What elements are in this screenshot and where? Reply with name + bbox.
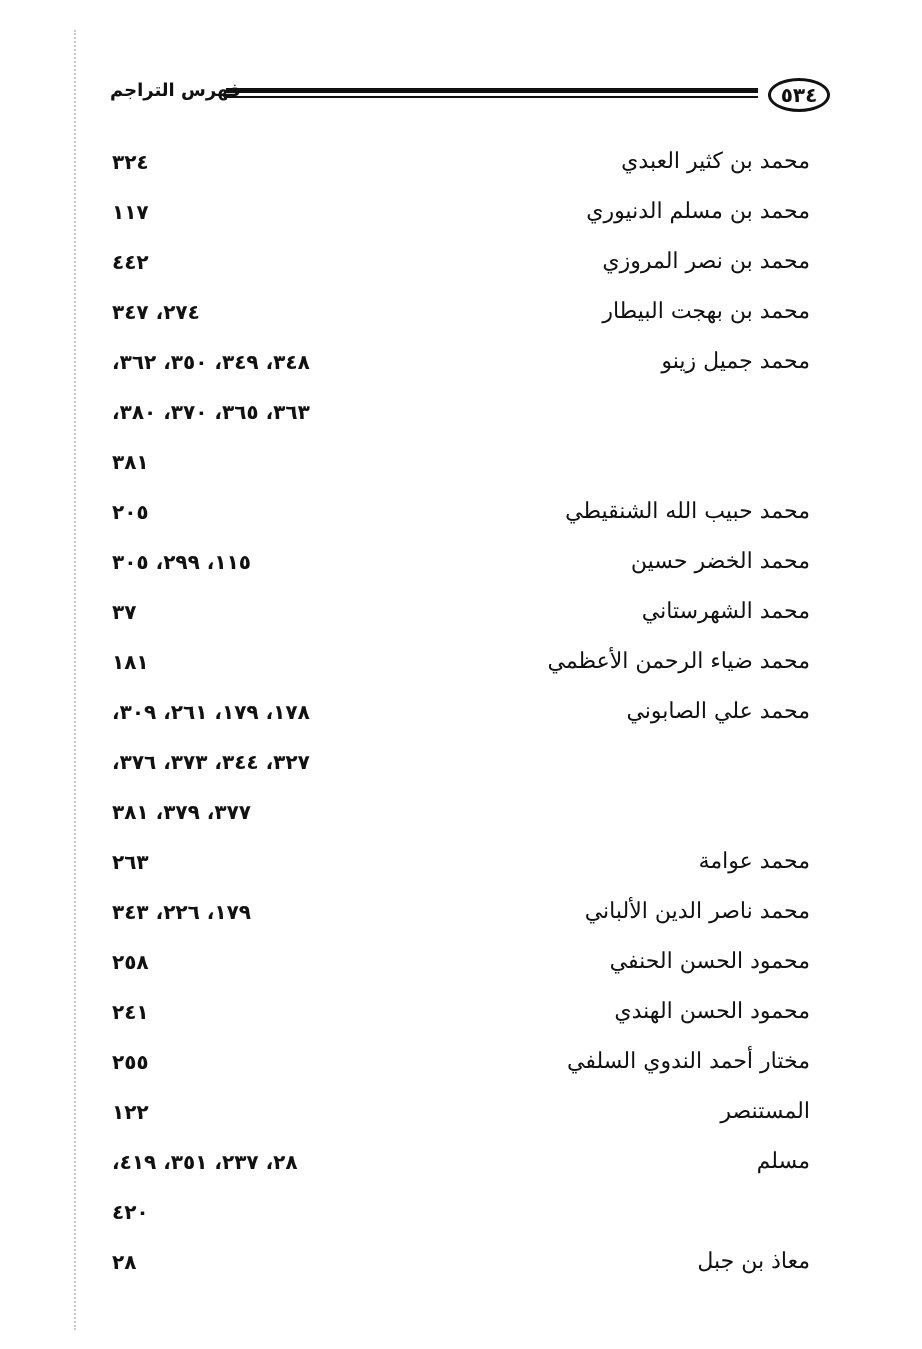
entry-pages: ١٢٢	[112, 1100, 149, 1124]
entry-name: محمد الخضر حسين	[630, 549, 810, 574]
index-entry	[0, 1044, 922, 1094]
entry-pages: ١٨١	[112, 650, 149, 674]
entry-name: محمد الشهرستاني	[641, 599, 810, 624]
index-entry	[0, 544, 922, 594]
page-number-badge: ٥٣٤	[768, 78, 830, 112]
index-entry-continuation	[0, 744, 922, 794]
entry-pages: ٣٧٧، ٣٧٩، ٣٨١	[112, 800, 251, 824]
entry-name: محمد عوامة	[698, 849, 810, 874]
entry-pages: ٢٤١	[112, 1000, 149, 1024]
entry-name: محمد بن كثير العبدي	[621, 149, 810, 174]
index-entry	[0, 994, 922, 1044]
entry-name: محمد بن مسلم الدنيوري	[586, 199, 810, 224]
entry-name: محمد حبيب الله الشنقيطي	[565, 499, 810, 524]
entry-pages: ١٧٨، ١٧٩، ٢٦١، ٣٠٩،	[112, 700, 310, 724]
entry-pages: ٢٦٣	[112, 850, 149, 874]
section-title: فهرس التراجم	[110, 80, 241, 101]
entry-name: محمود الحسن الحنفي	[609, 949, 810, 974]
entry-pages: ١٧٩، ٢٢٦، ٣٤٣	[112, 900, 251, 924]
entry-pages: ٣٧	[112, 600, 137, 624]
entry-pages: ٤٤٢	[112, 250, 149, 274]
index-entry	[0, 844, 922, 894]
index-entry	[0, 294, 922, 344]
entry-pages: ١١٥، ٢٩٩، ٣٠٥	[112, 550, 251, 574]
index-entry	[0, 494, 922, 544]
entry-name: محمد ضياء الرحمن الأعظمي	[547, 649, 810, 674]
index-entry	[0, 1094, 922, 1144]
index-entry	[0, 944, 922, 994]
index-entry-continuation	[0, 1194, 922, 1244]
entry-pages: ٣٢٤	[112, 150, 149, 174]
entry-name: المستنصر	[720, 1099, 810, 1124]
entry-pages: ٢٧٤، ٣٤٧	[112, 300, 200, 324]
index-entry	[0, 1144, 922, 1194]
entry-name: محمد بن بهجت البيطار	[602, 299, 810, 324]
entry-pages: ٢٥٥	[112, 1050, 149, 1074]
entry-pages: ٣٨١	[112, 450, 149, 474]
entry-name: محمد ناصر الدين الألباني	[584, 899, 810, 924]
index-entry	[0, 194, 922, 244]
index-entry	[0, 144, 922, 194]
entry-pages: ٣٦٣، ٣٦٥، ٣٧٠، ٣٨٠،	[112, 400, 310, 424]
index-entry	[0, 694, 922, 744]
entry-name: معاذ بن جبل	[697, 1249, 810, 1274]
index-entry-continuation	[0, 394, 922, 444]
index-entry	[0, 1244, 922, 1294]
entry-name: محمد جميل زينو	[661, 349, 810, 374]
entry-name: محمود الحسن الهندي	[614, 999, 810, 1024]
entry-name: مختار أحمد الندوي السلفي	[567, 1049, 810, 1074]
entry-pages: ١١٧	[112, 200, 149, 224]
entry-name: محمد بن نصر المروزي	[602, 249, 810, 274]
entry-pages: ٣٢٧، ٣٤٤، ٣٧٣، ٣٧٦،	[112, 750, 310, 774]
entry-name: محمد علي الصابوني	[626, 699, 810, 724]
index-entry-continuation	[0, 794, 922, 844]
entry-pages: ٢٥٨	[112, 950, 149, 974]
index-entry	[0, 594, 922, 644]
entry-pages: ٢٨، ٢٣٧، ٣٥١، ٤١٩،	[112, 1150, 298, 1174]
index-entry	[0, 344, 922, 394]
entry-pages: ٤٢٠	[112, 1200, 149, 1224]
entry-pages: ٣٤٨، ٣٤٩، ٣٥٠، ٣٦٢،	[112, 350, 310, 374]
index-entry	[0, 644, 922, 694]
index-entry	[0, 244, 922, 294]
entry-pages: ٢٨	[112, 1250, 137, 1274]
entry-name: مسلم	[756, 1149, 810, 1174]
index-entry	[0, 894, 922, 944]
index-entry-continuation	[0, 444, 922, 494]
entry-pages: ٢٠٥	[112, 500, 149, 524]
